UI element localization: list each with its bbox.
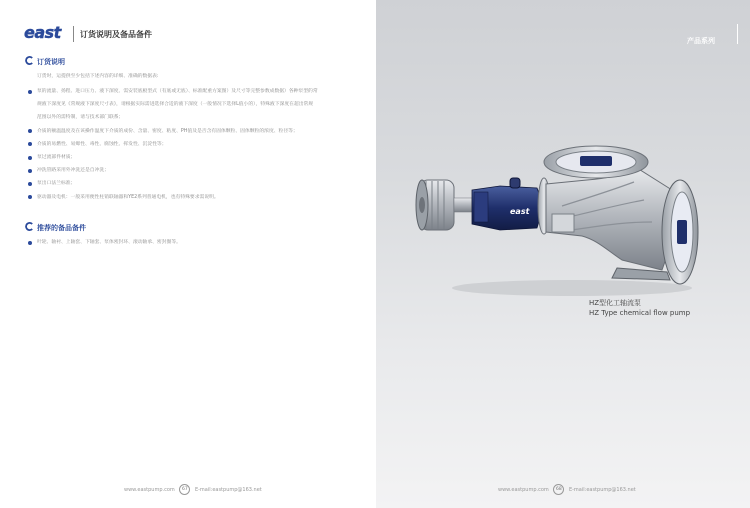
caption-chinese: HZ型化工轴流泵 — [589, 299, 642, 307]
list-item: 驱动器及电机：一般采用便性柱销联轴器和YE2系列普通电机，也有特殊要求需说明。 — [28, 191, 363, 204]
pump-shadow — [452, 280, 692, 296]
product-caption — [589, 298, 690, 318]
bullet-dot-icon — [28, 142, 32, 146]
list-item-continued: 规液下深度见《常规液下深度尺寸表》，请根据实际需进选择合适的液下深度（一般情况下选择L值小的），特殊液下深度在超出常规 — [37, 102, 314, 108]
drive-shaft — [454, 198, 472, 212]
section-c-icon — [25, 222, 34, 231]
top-logo-plate — [580, 156, 612, 166]
inspection-window — [552, 214, 574, 232]
list-item: 泵的流量、扬程、进口压力、液下深度、需安装底板型式（有底或无底）、标准配重方案图）及尺寸等完整参数成数据）各种泵型的常 — [28, 85, 363, 98]
footer-email: E-mail:eastpump@163.net — [568, 487, 636, 493]
outlet-logo-plate — [677, 220, 687, 244]
bullet-dot-icon — [28, 195, 32, 199]
section-c-icon — [25, 56, 34, 65]
ordering-section-title: 订货说明 — [37, 58, 65, 66]
list-item: 介质的易燃性、易爆性、毒性、腐蚀性、挥发性、沉淀性等； — [28, 138, 363, 151]
list-item: 冲洗管路采用外冲洗还是自冲洗； — [28, 164, 363, 177]
bullet-dot-icon — [28, 129, 32, 133]
spares-list — [28, 236, 181, 249]
product-series-label: 产品系列 — [687, 37, 715, 45]
logo-text: east — [24, 24, 61, 42]
footer-left — [124, 484, 262, 495]
footer-right — [498, 484, 636, 495]
footer-email: E-mail:eastpump@163.net — [194, 487, 262, 493]
bullet-dot-icon — [28, 241, 32, 245]
header-divider — [73, 26, 74, 42]
lifting-eye — [510, 178, 520, 188]
list-item: 泵过流部件材质； — [28, 151, 363, 164]
bullet-dot-icon — [28, 156, 32, 160]
list-item: 泵出口法兰标准； — [28, 177, 363, 190]
housing-logo-text: east — [510, 207, 530, 216]
list-item: 叶轮、轴衬、上轴套、下轴套、泵体密封环、滚动轴承、密封圈等。 — [28, 236, 181, 249]
series-tab-marker — [737, 24, 738, 44]
footer-website: www.eastpump.com — [498, 487, 549, 493]
east-logo — [24, 24, 70, 42]
bullet-dot-icon — [28, 169, 32, 173]
page-number: 67 — [179, 484, 190, 495]
list-item: 介质的额温温度及在该操作温度下介质的成份、含量、密度、粘度、PH值及是否含有固体颗粒、固体颗粒的浓度、粒径等； — [28, 125, 363, 138]
ordering-intro: 订货时，运提供至少包括下述内容的详细、准确的数据表: — [37, 74, 159, 79]
hz-pump-illustration — [412, 140, 707, 300]
bullet-dot-icon — [28, 90, 32, 94]
shaft-end — [419, 197, 425, 213]
page-number: 68 — [553, 484, 564, 495]
bearing-cap — [474, 192, 488, 222]
list-item-continued: 范围以外的需特制，请与技术部门联系； — [37, 115, 124, 121]
caption-english: HZ Type chemical flow pump — [589, 309, 691, 317]
footer-website: www.eastpump.com — [124, 487, 175, 493]
ordering-bullet-list — [28, 85, 363, 204]
spares-section-title: 推荐的备品备件 — [37, 224, 86, 232]
header-title: 订货说明及备品备件 — [80, 30, 152, 39]
bullet-dot-icon — [28, 182, 32, 186]
